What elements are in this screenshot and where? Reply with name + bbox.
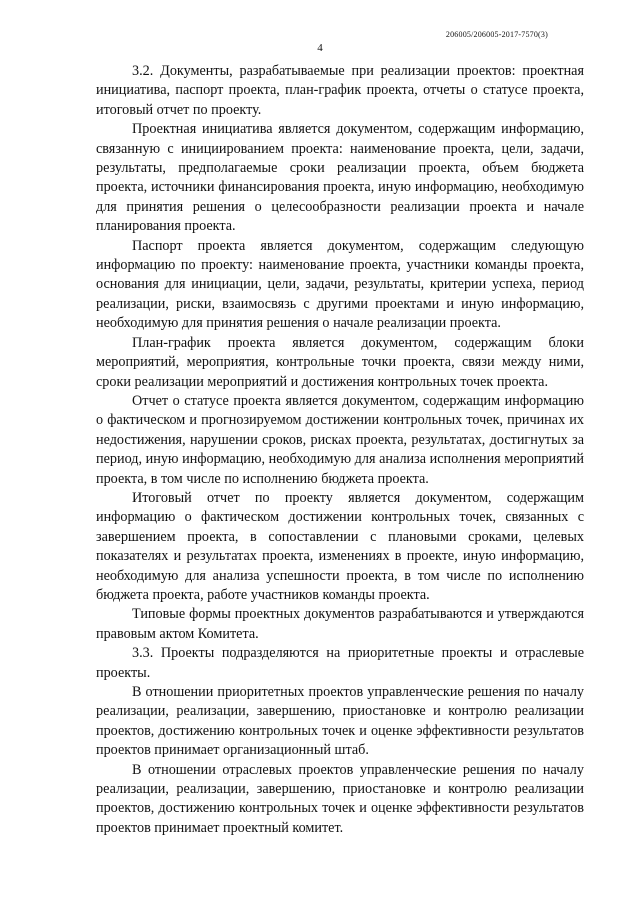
paragraph: В отношении отраслевых проектов управленческие решения по началу реализации, реализации, завершению, приостановке и контролю реализации проектов, достижению контрольных точек и оценке эффективности результатов проектов принимает проектный комитет. [96, 761, 584, 836]
paragraph: План-график проекта является документом, содержащим блоки мероприятий, мероприятия, контрольные точки проекта, связи между ними, сроки реализации мероприятий и достижения контрольных точек проекта. [96, 334, 584, 390]
paragraph: Итоговый отчет по проекту является документом, содержащим информацию о фактическом достижении контрольных точек, связанных с завершением проекта, в сопоставлении с плановыми сроками, целевых показателях и результатах проекта, изменениях в проекте, иную информацию, необходимую для анализа успешности проекта, в том числе по исполнению бюджета проекта, работе участников команды проекта. [96, 489, 584, 603]
paragraph: Паспорт проекта является документом, содержащим следующую информацию по проекту: наименование проекта, участники команды проекта, основания для инициации, цели, задачи, результаты, критерии успеха, период реализации, риски, взаимосвязь с другими проектами и иную информацию, необходимую для принятия решения о начале реализации проекта. [96, 237, 584, 332]
document-body [96, 62, 584, 838]
paragraph: Отчет о статусе проекта является документом, содержащим информацию о фактическом и прогнозируемом достижении контрольных точек, причинах их недостижения, нарушении сроков, рисках проекта, результатах, достигнутых за период, иную информацию, необходимую для анализа исполнения мероприятий проекта, в том числе по исполнению бюджета проекта. [96, 392, 584, 487]
page-number: 4 [317, 42, 323, 54]
document-id: 206005/206005-2017-7570(3) [445, 30, 548, 39]
paragraph: 3.3. Проекты подразделяются на приоритетные проекты и отраслевые проекты. [96, 645, 584, 681]
paragraph: Типовые формы проектных документов разрабатываются и утверждаются правовым актом Комитета. [96, 606, 584, 642]
paragraph: В отношении приоритетных проектов управленческие решения по началу реализации, реализации, завершению, приостановке и контролю реализации проектов, достижению контрольных точек и оценке эффективности результатов проектов принимает организационный штаб. [96, 684, 584, 759]
paragraph: 3.2. Документы, разрабатываемые при реализации проектов: проектная инициатива, паспорт проекта, план-график проекта, отчеты о статусе проекта, итоговый отчет по проекту. [96, 63, 584, 118]
paragraph: Проектная инициатива является документом, содержащим информацию, связанную с инициированием проекта: наименование проекта, цели, задачи, результаты, предполагаемые сроки реализации проекта, объем бюджета проекта, источники финансирования проекта, иную информацию, необходимую для принятия решения о целесообразности реализации проекта и начале планирования проекта. [96, 121, 584, 235]
